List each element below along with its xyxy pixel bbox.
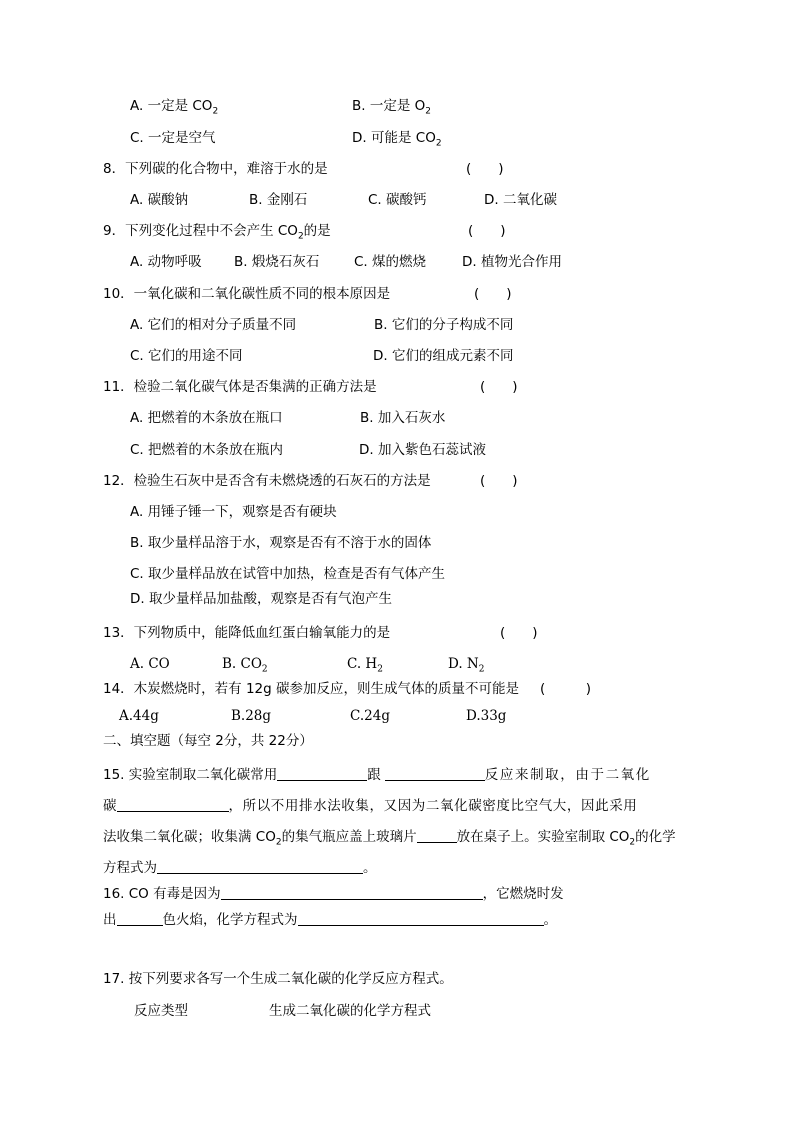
q12-option-c: C. 取少量样品放在试管中加热，检查是否有气体产生 [130, 566, 446, 582]
q7-option-d: D. 可能是 $CO_2$ [352, 130, 442, 149]
q12-stem: 12．检验生石灰中是否含有未燃烧透的石灰石的方法是 [103, 473, 431, 489]
q7-option-b: B. 一定是 $O_2$ [352, 98, 431, 117]
q10-option-a: A. 它们的相对分子质量不同 [130, 317, 297, 333]
q9-option-d: D. 植物光合作用 [462, 254, 562, 270]
q13-option-c: C. $H_2$ [347, 656, 383, 675]
q11-answer-paren: ( ) [480, 379, 518, 395]
q9-option-a: A. 动物呼吸 [130, 254, 202, 270]
q16-blank-1[interactable] [221, 885, 483, 900]
q15-blank-4[interactable] [417, 828, 457, 843]
q9-option-c: C. 煤的燃烧 [354, 254, 427, 270]
q8-answer-paren: ( ) [466, 161, 504, 177]
q8-option-b: B. 金刚石 [249, 192, 308, 208]
q17-stem: 17. 按下列要求各写一个生成二氧化碳的化学反应方程式。 [103, 971, 453, 987]
q8-option-d: D. 二氧化碳 [484, 192, 557, 208]
q16-line-2: 出 色火焰，化学方程式为 。 [103, 912, 557, 928]
q9-answer-paren: ( ) [468, 223, 506, 239]
q10-stem: 10．一氧化碳和二氧化碳性质不同的根本原因是 [103, 286, 391, 302]
q8-option-a: A. 碳酸钠 [130, 192, 189, 208]
q15-blank-5[interactable] [157, 859, 363, 874]
q17-column-header-equation: 生成二氧化碳的化学方程式 [269, 1003, 431, 1019]
q16-blank-2[interactable] [117, 911, 163, 926]
q15-line-2: 碳 ，所以不用排水法收集，又因为二氧化碳密度比空气大，因此采用 [103, 798, 638, 814]
q15-blank-1[interactable] [277, 766, 367, 781]
q9-stem: 9．下列变化过程中不会产生 $CO_2$的是 [103, 223, 331, 242]
q14-option-c: C.24g [350, 708, 390, 724]
q12-option-d: D. 取少量样品加盐酸，观察是否有气泡产生 [130, 591, 392, 607]
q11-option-a: A. 把燃着的木条放在瓶口 [130, 410, 283, 426]
q15-line-3: 法收集二氧化碳；收集满 $CO_2$的集气瓶应盖上玻璃片 放在桌子上。实验室制取 $CO_2$的化学 [103, 829, 676, 848]
q9-option-b: B. 煅烧石灰石 [234, 254, 320, 270]
q12-option-a: A. 用锤子锤一下，观察是否有硬块 [130, 504, 337, 520]
q10-option-b: B. 它们的分子构成不同 [374, 317, 514, 333]
q15-blank-3[interactable] [117, 797, 229, 812]
q14-answer-paren: ( ) [540, 681, 592, 697]
q15-blank-2[interactable] [385, 766, 485, 781]
q14-option-a: A.44g [119, 708, 159, 724]
q14-option-d: D.33g [466, 708, 507, 724]
q13-stem: 13．下列物质中，能降低血红蛋白输氧能力的是 [103, 625, 391, 641]
section-2-heading: 二、填空题（每空 2分，共 22分） [103, 733, 313, 749]
q13-option-a: A. CO [130, 656, 170, 672]
q10-option-d: D. 它们的组成元素不同 [373, 348, 514, 364]
q13-option-d: D. $N_2$ [448, 656, 485, 675]
q10-answer-paren: ( ) [474, 286, 512, 302]
q12-answer-paren: ( ) [480, 473, 518, 489]
q15-line-1: 15. 实验室制取二氧化碳常用 跟 反应来制取，由于二氧化 [103, 767, 651, 783]
q14-stem: 14．木炭燃烧时，若有 12g 碳参加反应，则生成气体的质量不可能是 [103, 681, 520, 697]
q16-line-1: 16. CO 有毒是因为 ，它燃烧时发 [103, 886, 564, 902]
q13-answer-paren: ( ) [500, 625, 538, 641]
q11-option-b: B. 加入石灰水 [360, 410, 446, 426]
q11-stem: 11．检验二氧化碳气体是否集满的正确方法是 [103, 379, 377, 395]
q7-option-c: C. 一定是空气 [130, 130, 216, 146]
q16-blank-3[interactable] [298, 911, 544, 926]
q8-option-c: C. 碳酸钙 [368, 192, 427, 208]
q10-option-c: C. 它们的用途不同 [130, 348, 243, 364]
q11-option-d: D. 加入紫色石蕊试液 [359, 442, 486, 458]
q11-option-c: C. 把燃着的木条放在瓶内 [130, 442, 284, 458]
q13-option-b: B. $CO_2$ [222, 656, 268, 675]
q8-stem: 8．下列碳的化合物中，难溶于水的是 [103, 161, 328, 177]
q14-option-b: B.28g [231, 708, 272, 724]
q12-option-b: B. 取少量样品溶于水，观察是否有不溶于水的固体 [130, 535, 432, 551]
q15-line-4: 方程式为 。 [103, 860, 377, 876]
q7-option-a: A. 一定是 $CO_2$ [130, 98, 219, 117]
q17-column-header-type: 反应类型 [134, 1003, 188, 1019]
